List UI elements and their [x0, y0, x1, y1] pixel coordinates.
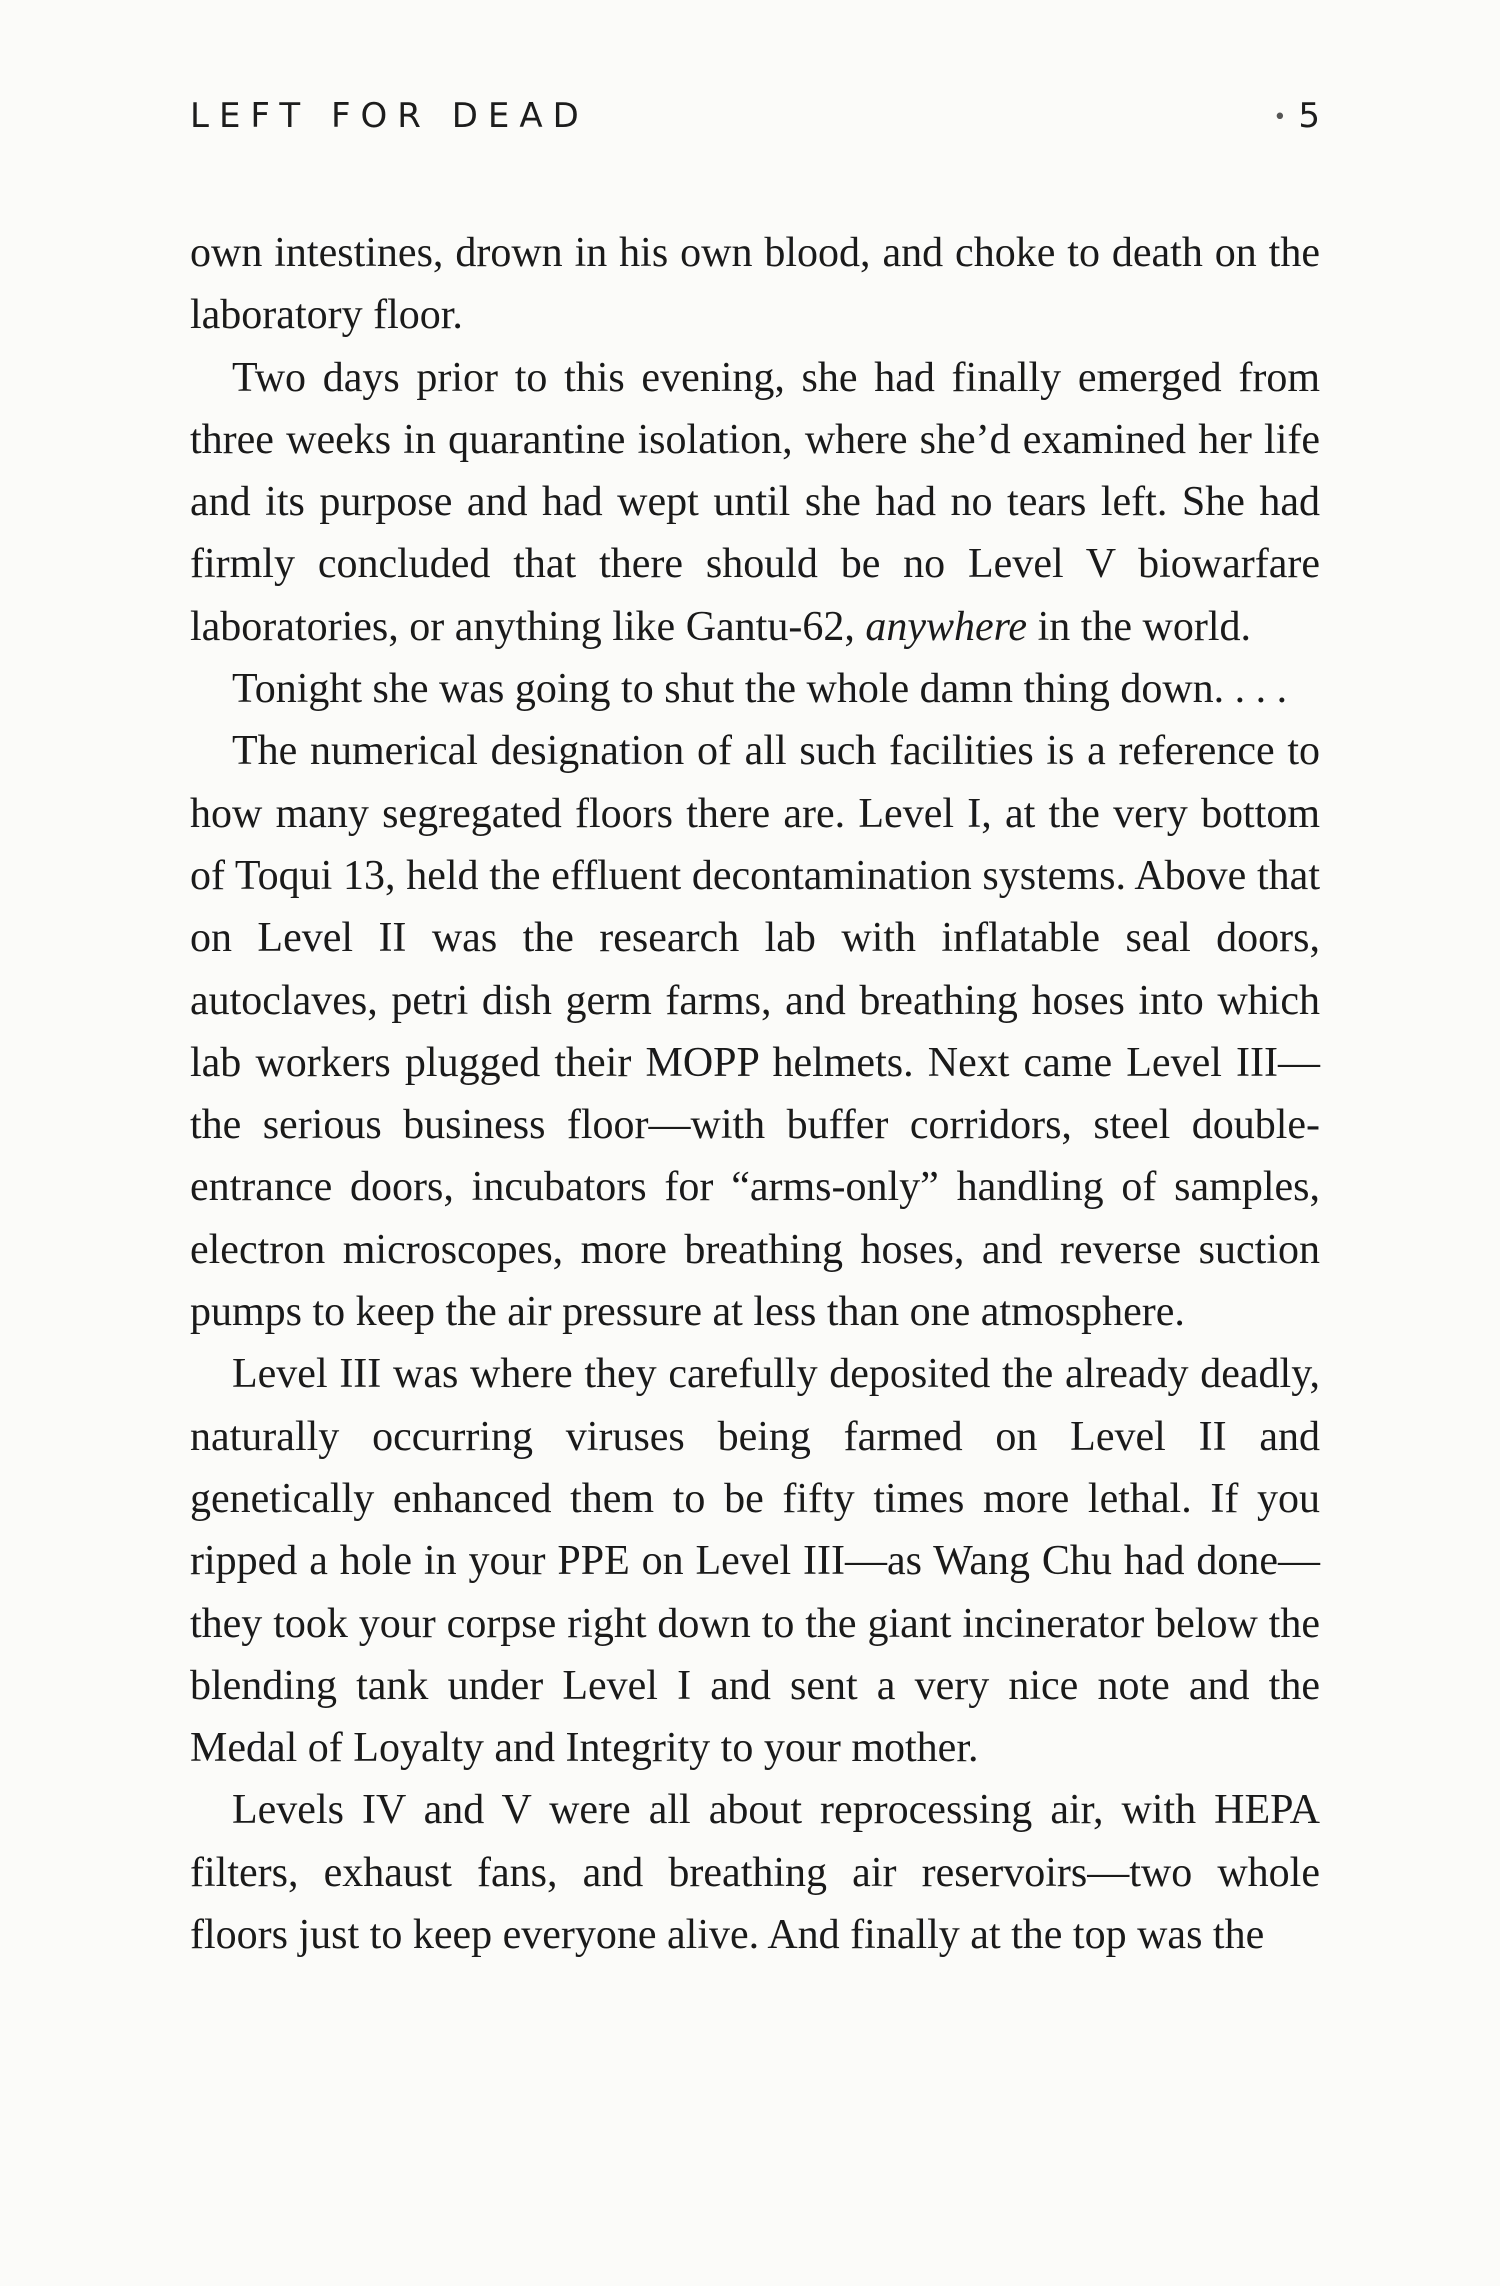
paragraph-5: Level III was where they carefully deposited the already deadly, naturally occurring viruses being farmed on Level II and genetically enhanced them to be fifty times more lethal. If you ripped a hole in your PPE on Level III—as Wang Chu had done—they took your corpse right down to the giant incinerator below the blending tank under Level I and sent a very nice note and the Medal of Loyalty and Integrity to your mother.	[190, 1351, 1320, 1772]
page-number: 5	[1298, 96, 1320, 136]
paragraph-2-end: in the world.	[1037, 603, 1252, 650]
running-header	[190, 96, 1320, 146]
paragraph-2	[190, 347, 1320, 658]
paragraph-6: Levels IV and V were all about reprocessing air, with HEPA filters, exhaust fans, and breathing air reservoirs—two whole floors just to keep everyone alive. And finally at the top was the	[190, 1787, 1320, 1959]
page-number-group	[1273, 96, 1320, 136]
emphasis-anywhere: anywhere	[865, 603, 1028, 650]
book-title: LEFT FOR DEAD	[190, 96, 589, 136]
paragraph-4: The numerical designation of all such facilities is a reference to how many segregated floors there are. Level I, at the very bottom of Toqui 13, held the effluent decontamination systems. Above that on Level II was the research lab with inflatable seal doors, autoclaves, petri dish germ farms, and breathing hoses into which lab workers plugged their MOPP helmets. Next came Level III—the serious business floor—with buffer corridors, steel double-entrance doors, incubators for “arms-only” handling of samples, electron microscopes, more breathing hoses, and reverse suction pumps to keep the air pressure at less than one atmosphere.	[190, 728, 1320, 1336]
separator-dot-icon: •	[1273, 105, 1287, 130]
paragraph-1: own intestines, drown in his own blood, and choke to death on the laboratory floor.	[190, 230, 1320, 339]
paragraph-2-text: Two days prior to this evening, she had finally emerged from three weeks in quarantine isolation, where she’d examined her life and its purpose and had wept until she had no tears left. She had firmly concluded that there should be no Level V biowarfare laboratories, or anything like Gantu-62,	[190, 354, 1320, 650]
body-text	[190, 222, 1320, 1966]
paragraph-3: Tonight she was going to shut the whole damn thing down. . . .	[232, 666, 1288, 713]
